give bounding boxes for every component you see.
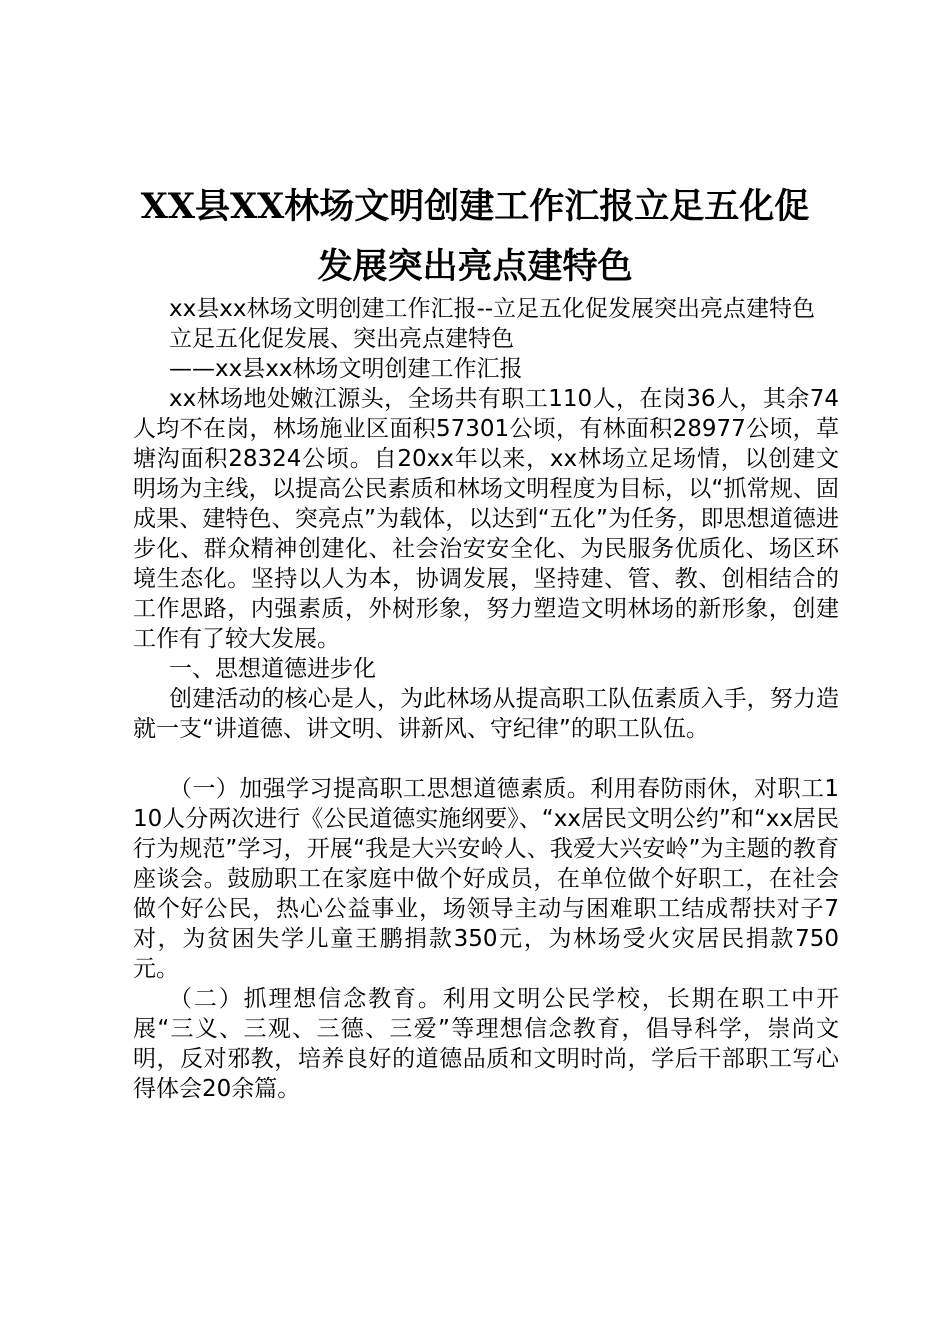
paragraph-item-2: （二）抓理想信念教育。利用文明公民学校，长期在职工中开展“三义、三观、三德、三爱”等理想信念教育，倡导科学，崇尚文明，反对邪教，培养良好的道德品质和文明时尚，学后干部职工写心得体会20余篇。 [133,986,839,1102]
document-title-line-1: XX县XX林场文明创建工作汇报立足五化促 [140,186,810,227]
paragraph-spacer [133,744,839,774]
paragraph-core: 创建活动的核心是人，为此林场从提高职工队伍素质入手，努力造就一支“讲道德、讲文明、讲新风、守纪律”的职工队伍。 [133,686,839,742]
document-title-line-2: 发展突出亮点建特色 [317,246,633,287]
paragraph-report-name: xx县xx林场文明创建工作汇报--立足五化促发展突出亮点建特色 [169,296,816,322]
paragraph-item-1: （一）加强学习提高职工思想道德素质。利用春防雨休，对职工110人分两次进行《公民道德实施纲要》、“xx居民文明公约”和“xx居民行为规范”学习，开展“我是大兴安岭人、我爱大兴安岭”为主题的教育座谈会。鼓励职工在家庭中做个好成员，在单位做个好职工，在社会做个好公民，热心公益事业，场领导主动与困难职工结成帮扶对子7对，为贫困失学儿童王鹏捐款350元，为林场受火灾居民捐款750元。 [133,776,839,982]
paragraph-overview: xx林场地处嫩江源头，全场共有职工110人，在岗36人，其余74人均不在岗，林场施业区面积57301公顷，有林面积28977公顷，草塘沟面积28324公顷。自20xx年以来，xx林场立足场情，以创建文明场为主线，以提高公民素质和林场文明程度为目标，以“抓常规、固成果、建特色、突亮点”为载体，以达到“五化”为任务，即思想道德进步化、群众精神创建化、社会治安安全化、为民服务优质化、场区环境生态化。坚持以人为本，协调发展，坚持建、管、教、创相结合的工作思路，内强素质，外树形象，努力塑造文明林场的新形象，创建工作有了较大发展。 [133,386,839,652]
document-body [133,294,839,1104]
section-heading-1: 一、思想道德进步化 [169,656,376,682]
paragraph-subtitle: 立足五化促发展、突出亮点建特色 [169,326,514,352]
paragraph-byline: ——xx县xx林场文明创建工作汇报 [169,356,523,382]
